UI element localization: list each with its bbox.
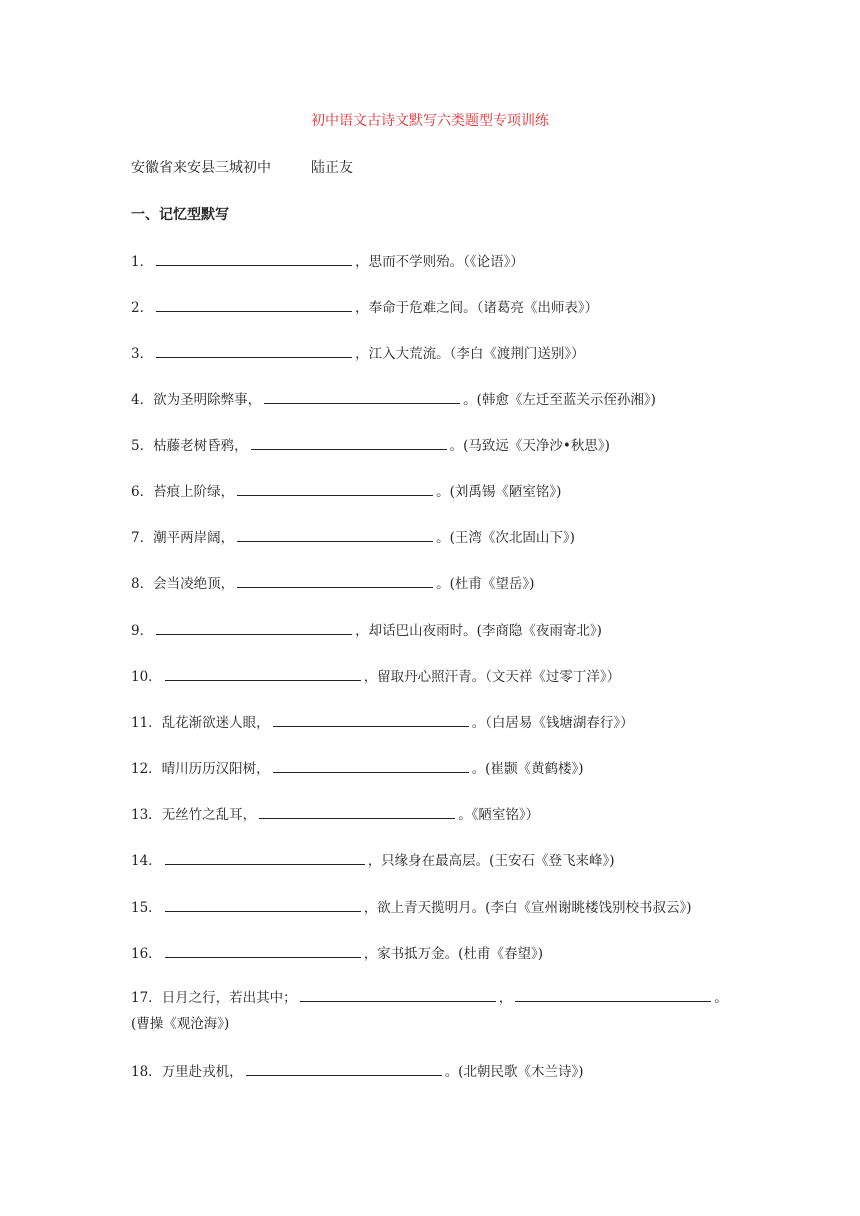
item-text: 万里赴戎机， — [161, 1064, 243, 1080]
item-number: 6． — [131, 484, 154, 500]
answer-blank[interactable] — [156, 343, 352, 358]
item-number: 5． — [131, 438, 154, 454]
item-text: ，奉命于危难之间。（诸葛亮《出师表》） — [355, 300, 599, 316]
item-number: 17． — [131, 990, 162, 1006]
item-text: ，家书抵万金。(杜甫《春望》) — [363, 946, 543, 962]
item-text: 。(马致远《天净沙•秋思》) — [449, 438, 610, 454]
item-number: 4． — [131, 392, 154, 408]
question-item-17 — [131, 985, 741, 1037]
item-number: 2． — [131, 300, 154, 316]
item-text: 枯藤老树昏鸦， — [153, 438, 248, 454]
answer-blank[interactable] — [237, 573, 433, 588]
answer-blank[interactable] — [156, 620, 352, 635]
item-number: 11． — [131, 715, 162, 731]
item-text: 。(王湾《次北固山下》) — [436, 530, 575, 546]
answer-blank[interactable] — [251, 435, 447, 450]
item-text: 会当凌绝顶， — [153, 576, 235, 592]
item-number: 15． — [131, 900, 162, 916]
item-number: 16． — [131, 946, 162, 962]
item-number: 1． — [131, 254, 154, 270]
item-text: 。(韩愈《左迁至蓝关示侄孙湘》) — [463, 392, 656, 408]
item-text: 日月之行，若出其中； — [161, 990, 297, 1006]
item-text: ， — [498, 990, 513, 1006]
item-text: 欲为圣明除弊事， — [153, 392, 262, 408]
question-item-16 — [131, 943, 543, 963]
item-text: ，思而不学则殆。（《论语》） — [355, 254, 524, 270]
item-text: ，只缘身在最高层。(王安石《登飞来峰》) — [367, 853, 615, 869]
answer-blank[interactable] — [156, 297, 352, 312]
item-text: 。(刘禹锡《陋室铭》) — [436, 484, 562, 500]
item-number: 9． — [131, 623, 154, 639]
question-item-18 — [131, 1061, 583, 1081]
author-school: 安徽省来安县三城初中 — [131, 160, 271, 176]
item-number: 18． — [131, 1064, 162, 1080]
item-number: 8． — [131, 576, 154, 592]
item-text: 。(崔颢《黄鹤楼》) — [471, 761, 584, 777]
item-text: 。(北朝民歌《木兰诗》) — [444, 1064, 584, 1080]
question-item-10 — [131, 666, 620, 686]
question-item-7 — [131, 527, 575, 547]
item-text: ，欲上青天揽明月。(李白《宣州谢眺楼饯别校书叔云》) — [363, 900, 692, 916]
item-text: 。(杜甫《望岳》) — [436, 576, 535, 592]
item-text: ，却话巴山夜雨时。(李商隐《夜雨寄北》) — [355, 623, 602, 639]
item-text: ，留取丹心照汗青。（文天祥《过零丁洋》） — [363, 669, 621, 685]
author-name: 陆正友 — [311, 160, 353, 176]
item-text: ，江入大荒流。（李白《渡荆门送别》） — [355, 346, 585, 362]
answer-blank[interactable] — [246, 1061, 442, 1076]
item-text: 晴川历历汉阳树， — [161, 761, 270, 777]
item-source: (曹操《观沧海》) — [131, 1016, 230, 1032]
item-text: 潮平两岸阔， — [153, 530, 235, 546]
question-item-14 — [131, 850, 614, 870]
answer-blank[interactable] — [237, 527, 433, 542]
section-heading: 一、记忆型默写 — [131, 207, 229, 223]
question-item-6 — [131, 481, 561, 501]
answer-blank[interactable] — [237, 481, 433, 496]
item-number: 14． — [131, 853, 162, 869]
question-item-13 — [131, 804, 539, 824]
item-number: 12． — [131, 761, 162, 777]
question-item-8 — [131, 573, 534, 593]
item-text: 苔痕上阶绿， — [153, 484, 235, 500]
question-item-12 — [131, 758, 583, 778]
question-item-1 — [131, 251, 524, 271]
answer-blank[interactable] — [273, 758, 469, 773]
item-text: 。（白居易《钱塘湖春行》） — [471, 715, 634, 731]
question-item-9 — [131, 620, 602, 640]
question-item-4 — [131, 389, 656, 409]
answer-blank[interactable] — [300, 987, 496, 1002]
item-text: 。《陋室铭》） — [458, 807, 540, 823]
answer-blank[interactable] — [165, 943, 361, 958]
item-text: 无丝竹之乱耳， — [161, 807, 257, 823]
answer-blank[interactable] — [165, 850, 365, 865]
answer-blank[interactable] — [264, 389, 460, 404]
answer-blank[interactable] — [515, 987, 711, 1002]
answer-blank[interactable] — [156, 251, 352, 266]
question-item-2 — [131, 297, 598, 317]
item-text: 乱花渐欲迷人眼， — [161, 715, 270, 731]
answer-blank[interactable] — [259, 804, 455, 819]
answer-blank[interactable] — [273, 712, 469, 727]
author-line — [131, 157, 353, 177]
document-title: 初中语文古诗文默写六类题型专项训练 — [311, 113, 549, 129]
item-text: 。 — [714, 990, 728, 1006]
item-number: 7． — [131, 530, 154, 546]
answer-blank[interactable] — [165, 666, 361, 681]
answer-blank[interactable] — [165, 897, 361, 912]
question-item-15 — [131, 897, 691, 917]
question-item-5 — [131, 435, 610, 455]
item-number: 3． — [131, 346, 154, 362]
question-item-11 — [131, 712, 634, 732]
item-number: 13． — [131, 807, 162, 823]
item-number: 10． — [131, 669, 162, 685]
question-item-3 — [131, 343, 585, 363]
